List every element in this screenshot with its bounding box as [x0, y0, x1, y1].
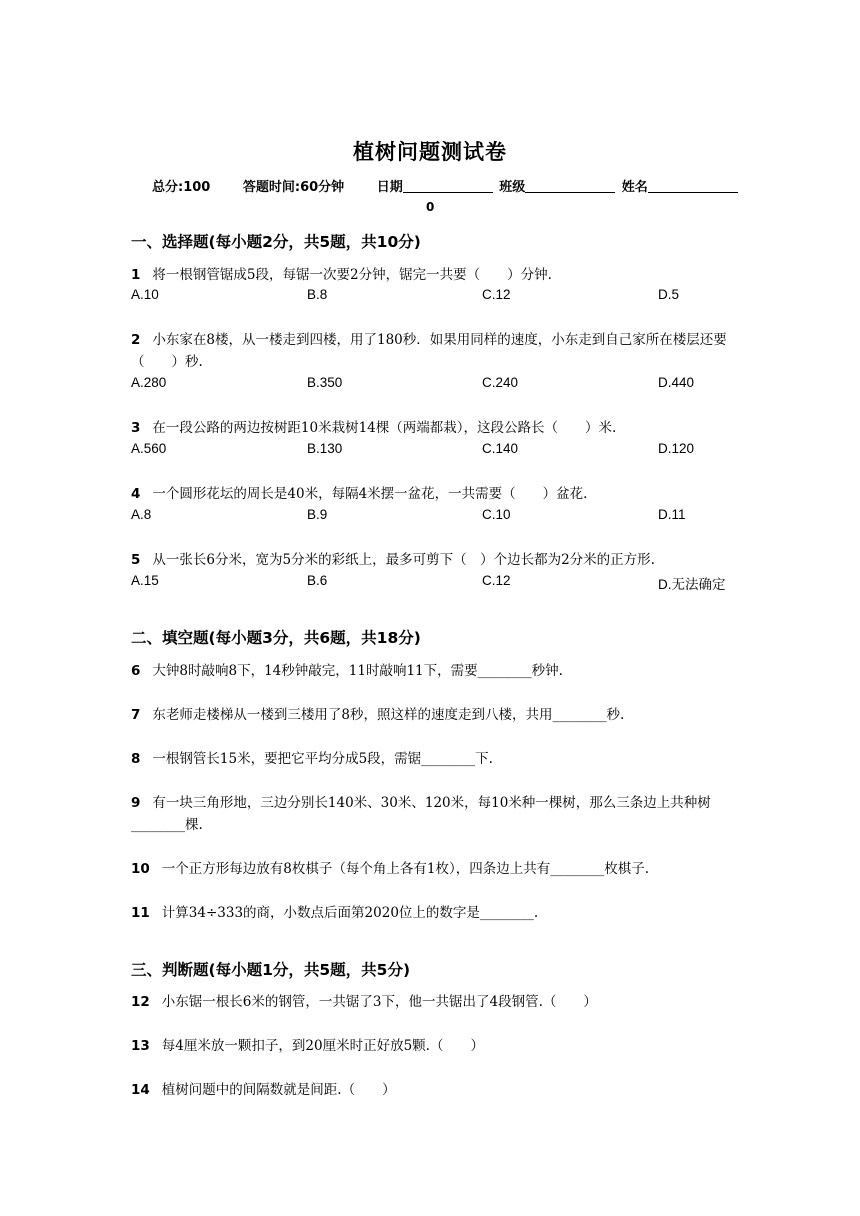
- options-row: [131, 287, 751, 307]
- option: A.280: [131, 375, 167, 390]
- option: D.11: [658, 507, 686, 522]
- page-title: 植树问题测试卷: [353, 140, 507, 164]
- options-row: [131, 441, 751, 461]
- option: C.12: [482, 573, 511, 588]
- option: A.10: [131, 287, 159, 302]
- question-number: 13: [131, 1038, 150, 1054]
- option: B.130: [307, 441, 343, 456]
- question: [131, 792, 733, 836]
- exam-time: 答题时间:60分钟: [242, 180, 345, 195]
- info-trailing: 0: [426, 200, 435, 214]
- question-number: 14: [131, 1082, 150, 1098]
- question-text: 小东锯一根长6米的钢管，一共锯了3下，他一共锯出了4段钢管.（ ）: [161, 994, 597, 1010]
- question-text: 计算34÷333的商，小数点后面第2020位上的数字是________.: [161, 905, 539, 921]
- section-heading: 三、判断题(每小题1分，共5题，共5分): [131, 961, 411, 979]
- question-text: 东老师走楼梯从一楼到三楼用了8秒，照这样的速度走到八楼，共用________秒.: [152, 707, 625, 723]
- date-label: 日期: [376, 180, 403, 195]
- option: C.240: [482, 375, 519, 390]
- question-number: 1: [131, 267, 141, 283]
- question-text: 每4厘米放一颗扣子，到20厘米时正好放5颗.（ ）: [161, 1038, 484, 1054]
- question-text: 小东家在8楼，从一楼走到四楼，用了180秒．如果用同样的速度，小东走到自己家所在楼层还要（ ）秒.: [131, 332, 727, 370]
- date-blank: [403, 180, 493, 193]
- option: D.440: [658, 375, 695, 390]
- name-label: 姓名: [621, 180, 648, 195]
- question-number: 12: [131, 994, 150, 1010]
- question-number: 5: [131, 552, 141, 568]
- class-blank: [525, 180, 615, 193]
- question-number: 3: [131, 420, 141, 436]
- options-row: [131, 375, 751, 395]
- question: [131, 660, 733, 682]
- option: D.120: [658, 441, 695, 456]
- question-number: 9: [131, 795, 141, 811]
- option: A.15: [131, 573, 159, 588]
- option: B.350: [307, 375, 343, 390]
- class-label: 班级: [499, 180, 526, 195]
- question-number: 10: [131, 861, 150, 877]
- question-text: 一根钢管长15米，要把它平均分成5段，需锯________下.: [152, 751, 493, 767]
- exam-info-line: [152, 176, 740, 195]
- question-text: 一个正方形每边放有8枚棋子（每个角上各有1枚），四条边上共有________枚棋子.: [161, 861, 650, 877]
- options-row: [131, 573, 751, 593]
- question: [131, 1035, 733, 1057]
- question-number: 8: [131, 751, 141, 767]
- question-text: 植树问题中的间隔数就是间距.（ ）: [161, 1082, 396, 1098]
- question: [131, 329, 733, 373]
- question: [131, 1079, 733, 1101]
- question-text: 大钟8时敲响8下，14秒钟敲完，11时敲响11下，需要________秒钟.: [152, 663, 563, 679]
- total-score: 总分:100: [152, 180, 211, 195]
- question-number: 4: [131, 486, 141, 502]
- option: B.6: [307, 573, 328, 588]
- option: D.无法确定: [658, 577, 726, 592]
- option: B.8: [307, 287, 328, 302]
- question: [131, 858, 733, 880]
- question-text: 从一张长6分米，宽为5分米的彩纸上，最多可剪下（ ）个边长都为2分米的正方形.: [152, 552, 655, 568]
- option: C.10: [482, 507, 511, 522]
- question: [131, 704, 733, 726]
- options-row: [131, 507, 751, 527]
- question-text: 将一根钢管锯成5段，每锯一次要2分钟，锯完一共要（ ）分钟.: [152, 267, 552, 283]
- option: D.5: [658, 287, 680, 302]
- option: B.9: [307, 507, 328, 522]
- question-text: 有一块三角形地，三边分别长140米、30米、120米，每10米种一棵树，那么三条边上共种树________棵.: [131, 795, 711, 833]
- option: C.12: [482, 287, 511, 302]
- question-text: 在一段公路的两边按树距10米栽树14棵（两端都栽），这段公路长（ ）米.: [152, 420, 617, 436]
- question: [131, 549, 733, 571]
- question: [131, 748, 733, 770]
- name-blank: [648, 180, 738, 193]
- question-number: 11: [131, 905, 150, 921]
- question: [131, 264, 733, 286]
- option: A.8: [131, 507, 152, 522]
- section-heading: 一、选择题(每小题2分，共5题，共10分): [131, 233, 421, 251]
- question: [131, 991, 733, 1013]
- question-number: 2: [131, 332, 141, 348]
- option: C.140: [482, 441, 519, 456]
- question-text: 一个圆形花坛的周长是40米，每隔4米摆一盆花，一共需要（ ）盆花.: [152, 486, 588, 502]
- question: [131, 902, 733, 924]
- question-number: 7: [131, 707, 141, 723]
- section-heading: 二、填空题(每小题3分，共6题，共18分): [131, 629, 421, 647]
- option: A.560: [131, 441, 167, 456]
- question: [131, 417, 733, 439]
- question-number: 6: [131, 663, 141, 679]
- question: [131, 483, 733, 505]
